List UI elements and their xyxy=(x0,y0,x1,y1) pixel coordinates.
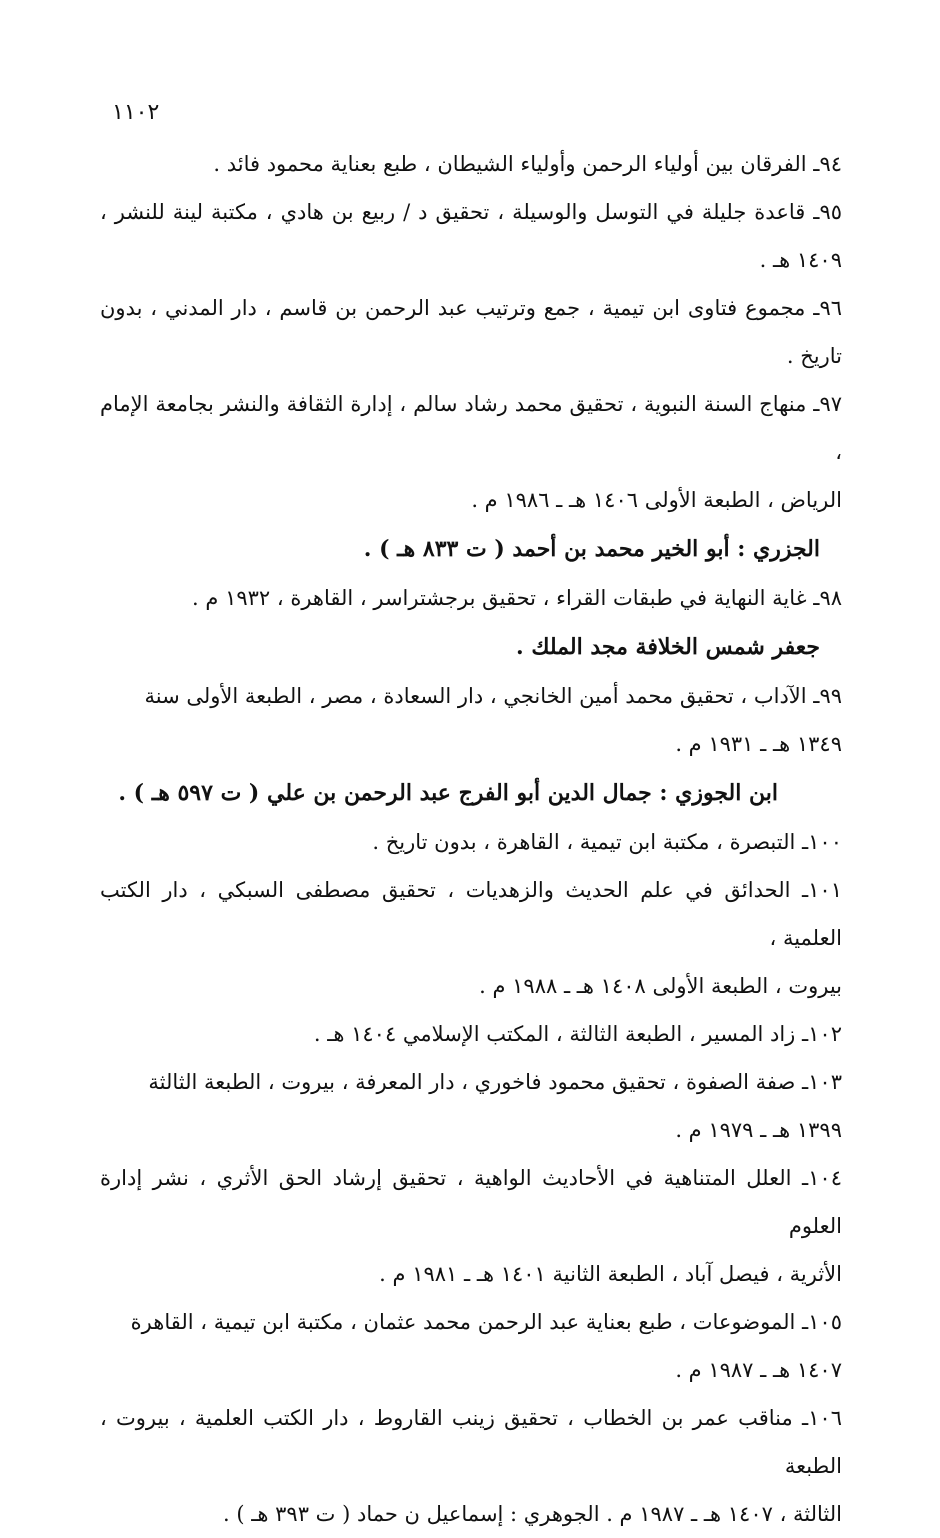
entry-97 xyxy=(100,380,842,524)
entry-line: ١٠٦ـ مناقب عمر بن الخطاب ، تحقيق زينب القاروط ، دار الكتب العلمية ، بيروت ، الطبعة xyxy=(100,1406,842,1478)
entry-line: ١٠٤ـ العلل المتناهية في الأحاديث الواهية ، تحقيق إرشاد الحق الأثري ، نشر إدارة العلوم xyxy=(100,1166,842,1238)
bibliography-list xyxy=(100,140,842,1538)
page-number: ١١٠٢ xyxy=(112,100,160,125)
entry-106 xyxy=(100,1394,842,1538)
entry-94 xyxy=(100,140,842,188)
entry-95 xyxy=(100,188,842,284)
entry-line: ١٣٤٩ هـ ـ ١٩٣١ م . xyxy=(675,732,842,756)
entry-96 xyxy=(100,284,842,380)
entry-104 xyxy=(100,1154,842,1298)
entry-line: بيروت ، الطبعة الأولى ١٤٠٨ هـ ـ ١٩٨٨ م . xyxy=(479,974,842,998)
entry-line: ٩٩ـ الآداب ، تحقيق محمد أمين الخانجي ، دار السعادة ، مصر ، الطبعة الأولى سنة xyxy=(144,684,842,708)
entry-line: ١٤٠٧ هـ ـ ١٩٨٧ م . xyxy=(675,1358,842,1382)
entry-101 xyxy=(100,866,842,1010)
entry-line: الرياض ، الطبعة الأولى ١٤٠٦ هـ ـ ١٩٨٦ م . xyxy=(471,488,842,512)
entry-102 xyxy=(100,1010,842,1058)
entry-105 xyxy=(100,1298,842,1394)
entry-line: الأثرية ، فيصل آباد ، الطبعة الثانية ١٤٠١ هـ ـ ١٩٨١ م . xyxy=(379,1262,842,1286)
entry-line: ١٠١ـ الحدائق في علم الحديث والزهديات ، تحقيق مصطفى السبكي ، دار الكتب العلمية ، xyxy=(100,878,842,950)
entry-line: ١٠٠ـ التبصرة ، مكتبة ابن تيمية ، القاهرة ، بدون تاريخ . xyxy=(372,830,842,854)
entry-line: الثالثة ، ١٤٠٧ هـ ـ ١٩٨٧ م . الجوهري : إسماعيل ن حماد ( ت ٣٩٣ هـ ) . xyxy=(223,1502,842,1526)
entry-99 xyxy=(100,672,842,768)
entry-100 xyxy=(100,818,842,866)
entry-line: ١٠٥ـ الموضوعات ، طبع بعناية عبد الرحمن محمد عثمان ، مكتبة ابن تيمية ، القاهرة xyxy=(130,1310,842,1334)
entry-line: ١٣٩٩ هـ ـ ١٩٧٩ م . xyxy=(675,1118,842,1142)
entry-line: ٩٨ـ غاية النهاية في طبقات القراء ، تحقيق برجشتراسر ، القاهرة ، ١٩٣٢ م . xyxy=(192,586,842,610)
entry-98 xyxy=(100,574,842,622)
author-heading: الجزري : أبو الخير محمد بن أحمد ( ت ٨٣٣ هـ ) . xyxy=(363,536,820,562)
author-heading: جعفر شمس الخلافة مجد الملك . xyxy=(516,634,820,660)
entry-line: ٩٦ـ مجموع فتاوى ابن تيمية ، جمع وترتيب عبد الرحمن بن قاسم ، دار المدني ، بدون تاريخ . xyxy=(100,296,842,368)
entry-line: ١٠٣ـ صفة الصفوة ، تحقيق محمود فاخوري ، دار المعرفة ، بيروت ، الطبعة الثالثة xyxy=(148,1070,842,1094)
entry-line: ٩٤ـ الفرقان بين أولياء الرحمن وأولياء الشيطان ، طبع بعناية محمود فائد . xyxy=(213,152,842,176)
author-heading: ابن الجوزي : جمال الدين أبو الفرج عبد الرحمن بن علي ( ت ٥٩٧ هـ ) . xyxy=(118,780,778,806)
entry-line: ٩٧ـ منهاج السنة النبوية ، تحقيق محمد رشاد سالم ، إدارة الثقافة والنشر بجامعة الإمام ، xyxy=(100,392,842,464)
entry-line: ٩٥ـ قاعدة جليلة في التوسل والوسيلة ، تحقيق د / ربيع بن هادي ، مكتبة لينة للنشر ، ١٤٠٩ هـ . xyxy=(100,200,842,272)
entry-103 xyxy=(100,1058,842,1154)
entry-line: ١٠٢ـ زاد المسير ، الطبعة الثالثة ، المكتب الإسلامي ١٤٠٤ هـ . xyxy=(313,1022,842,1046)
